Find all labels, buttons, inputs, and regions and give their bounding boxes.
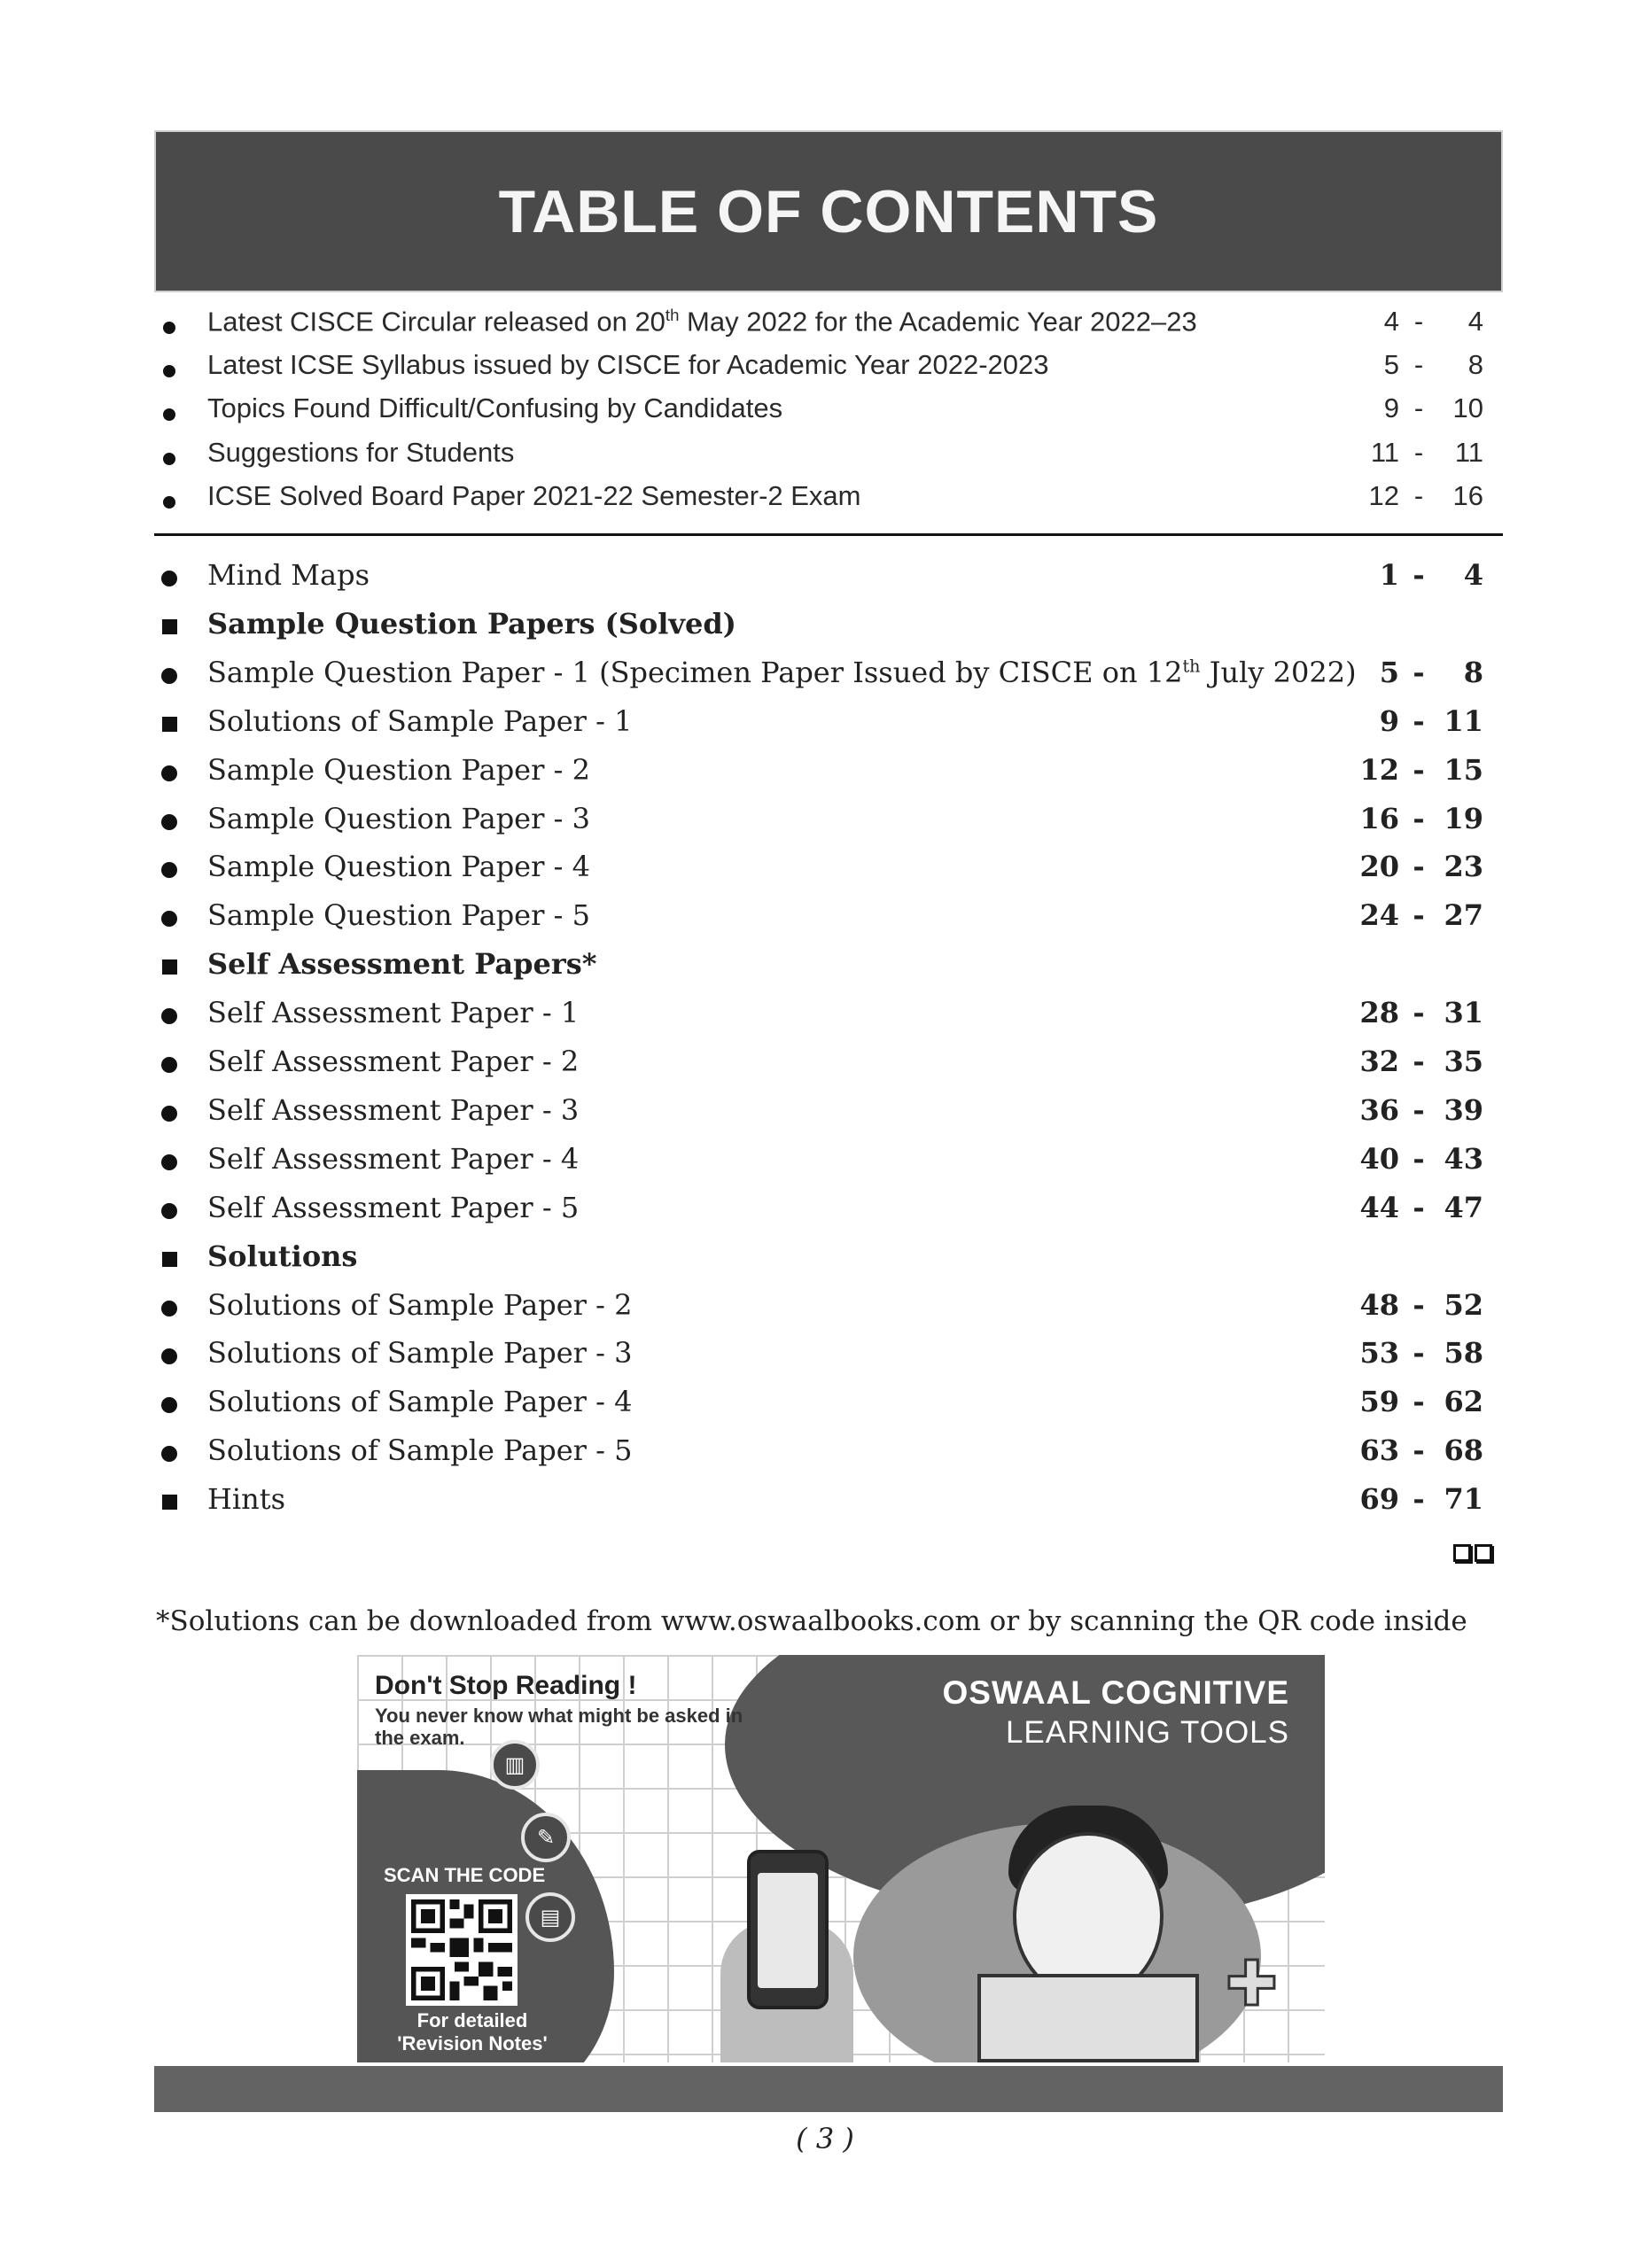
page-range-start: 11 — [1370, 436, 1399, 468]
toc-section-heading — [154, 1239, 1483, 1284]
bullet-icon — [160, 482, 179, 515]
page-range-start: 32 — [1359, 1045, 1399, 1078]
toc-entry — [154, 306, 1483, 350]
toc-section-heading — [154, 947, 1483, 991]
toc-entry-label: Self Assessment Paper - 3 — [207, 1092, 580, 1127]
cross-icon: ✚ — [1226, 1947, 1278, 2020]
toc-entry-label: Solutions of Sample Paper - 5 — [207, 1433, 633, 1468]
square-bullet-icon — [160, 1482, 179, 1517]
bullet-icon — [160, 1288, 179, 1324]
page-range-start: 5 — [1379, 655, 1399, 689]
square-bullet-icon — [160, 607, 179, 641]
toc-section-heading — [154, 607, 1483, 651]
page-range-end: 19 — [1444, 801, 1483, 835]
bullet-icon — [160, 1142, 179, 1177]
page-range-dash: - — [1413, 349, 1424, 381]
bullet-icon — [160, 1045, 179, 1080]
bullet-icon — [160, 558, 179, 594]
phone-icon — [747, 1850, 829, 2009]
page-range-end: 47 — [1444, 1190, 1483, 1224]
page-range-dash: - — [1413, 996, 1425, 1030]
page-range-end: 31 — [1444, 996, 1483, 1030]
toc-entry-label: Solutions of Sample Paper - 4 — [207, 1385, 633, 1419]
toc-entry-label: Topics Found Difficult/Confusing by Candidates — [207, 392, 783, 424]
toc-entry-label: Solutions — [207, 1239, 358, 1273]
page-range-start: 20 — [1359, 850, 1399, 884]
toc-entry — [154, 1385, 1483, 1429]
page-range-start: 12 — [1368, 479, 1399, 511]
page-range-dash: - — [1413, 752, 1425, 787]
scan-label: SCAN THE CODE — [384, 1864, 546, 1886]
page-range-start: 4 — [1383, 306, 1399, 337]
toc-entry — [154, 1191, 1483, 1235]
toc-entry-label: Self Assessment Paper - 1 — [207, 996, 580, 1030]
qr-code-icon[interactable] — [406, 1894, 518, 2006]
toc-entry-label: Sample Question Paper - 5 — [207, 898, 590, 933]
pencil-icon: ✎ — [521, 1813, 571, 1862]
bullet-icon — [160, 898, 179, 934]
page-range-end: 15 — [1444, 752, 1483, 787]
toc-entry-label: Solutions of Sample Paper - 3 — [207, 1336, 633, 1371]
page-range-dash: - — [1413, 801, 1425, 835]
page-range-dash: - — [1413, 1482, 1425, 1517]
promo-banner — [357, 1655, 1325, 2062]
page-range-start: 48 — [1359, 1287, 1399, 1322]
page-range-end: 4 — [1463, 558, 1483, 592]
page-range-dash: - — [1413, 1190, 1425, 1224]
bullet-icon — [160, 439, 179, 471]
toc-entry-label: Solutions of Sample Paper - 2 — [207, 1287, 633, 1322]
toc-entry — [154, 1288, 1483, 1332]
toc-entry — [154, 753, 1483, 797]
page-range-dash: - — [1413, 1092, 1425, 1127]
brand-subtitle: LEARNING TOOLS — [1005, 1715, 1289, 1750]
toc-entry — [154, 1433, 1483, 1478]
page-range-dash: - — [1413, 703, 1425, 738]
toc-entry — [154, 1093, 1483, 1138]
page-range-start: 9 — [1379, 703, 1399, 738]
page-range-start: 59 — [1359, 1385, 1399, 1419]
page-range-end: 39 — [1444, 1092, 1483, 1127]
toc-entry-label: Suggestions for Students — [207, 436, 515, 468]
toc-entry-label: Mind Maps — [207, 558, 370, 592]
toc-entry-label: Sample Question Papers (Solved) — [207, 606, 736, 641]
bullet-icon — [160, 1336, 179, 1371]
toc-entry — [154, 392, 1483, 437]
page-range-dash: - — [1413, 479, 1424, 511]
page-range-end: 16 — [1452, 479, 1483, 511]
toc-entry-label: Self Assessment Paper - 2 — [207, 1045, 580, 1078]
banner-subheading: You never know what might be asked in the exam. — [375, 1705, 743, 1749]
page-range-dash: - — [1413, 655, 1425, 689]
page-range-dash: - — [1413, 1336, 1425, 1371]
toc-entry — [154, 480, 1483, 524]
book-illustration — [977, 1974, 1199, 2062]
square-bullet-icon — [160, 704, 179, 739]
square-bullet-icon — [160, 1239, 179, 1274]
page-range-dash: - — [1413, 306, 1424, 337]
page-range-start: 69 — [1359, 1482, 1399, 1517]
toc-entry — [154, 1045, 1483, 1089]
toc-entry — [154, 1336, 1483, 1380]
bullet-icon — [160, 1093, 179, 1129]
bullet-icon — [160, 307, 179, 340]
page-range-dash: - — [1413, 1045, 1425, 1078]
bullet-icon — [160, 1191, 179, 1226]
banner-heading: Don't Stop Reading ! — [375, 1671, 637, 1700]
page-range-dash: - — [1413, 1385, 1425, 1419]
page-title: TABLE OF CONTENTS — [498, 177, 1159, 245]
page-range-start: 12 — [1359, 752, 1399, 787]
bullet-icon — [160, 996, 179, 1031]
page-range-end: 8 — [1467, 349, 1483, 381]
bullet-icon — [160, 351, 179, 384]
page-range-dash: - — [1413, 436, 1424, 468]
page-range-end: 35 — [1444, 1045, 1483, 1078]
page-range-end: 4 — [1467, 306, 1483, 337]
bullet-icon — [160, 656, 179, 691]
toc-entry — [154, 1142, 1483, 1186]
page-range-end: 27 — [1444, 898, 1483, 933]
chart-icon: ▥ — [490, 1740, 540, 1790]
bullet-icon — [160, 1385, 179, 1420]
page-range-dash: - — [1413, 1287, 1425, 1322]
toc-entry-label: Sample Question Paper - 4 — [207, 850, 590, 884]
page-range-start: 9 — [1383, 392, 1399, 424]
brand-title: OSWAAL COGNITIVE — [942, 1674, 1289, 1711]
toc-entry-label: Self Assessment Paper - 5 — [207, 1190, 580, 1224]
footnote: *Solutions can be downloaded from www.oswaalbooks.com or by scanning the QR code inside — [156, 1605, 1467, 1637]
toc-entry — [154, 704, 1483, 749]
toc-header — [154, 130, 1503, 292]
page-range-end: 43 — [1444, 1141, 1483, 1176]
page-range-start: 5 — [1383, 349, 1399, 381]
bullet-icon — [160, 850, 179, 885]
toc-entry-label: Solutions of Sample Paper - 1 — [207, 703, 633, 738]
toc-entry — [154, 898, 1483, 943]
page-range-start: 16 — [1359, 801, 1399, 835]
page-range-start: 40 — [1359, 1141, 1399, 1176]
toc-entry-label: ICSE Solved Board Paper 2021-22 Semester-2 Exam — [207, 479, 861, 511]
bullet-icon — [160, 394, 179, 427]
toc-entry-label: Latest CISCE Circular released on 20th May 2022 for the Academic Year 2022–23 — [207, 306, 1197, 338]
page-range-end: 10 — [1452, 392, 1483, 424]
toc-entry — [154, 850, 1483, 894]
toc-entry — [154, 1482, 1483, 1526]
page-range-start: 24 — [1359, 898, 1399, 933]
page-range-end: 58 — [1444, 1336, 1483, 1371]
toc-entry — [154, 996, 1483, 1040]
toc-entry-label: Sample Question Paper - 1 (Specimen Paper Issued by CISCE on 12th July 2022) — [207, 655, 1357, 689]
page-range-end: 23 — [1444, 850, 1483, 884]
page-range-start: 36 — [1359, 1092, 1399, 1127]
page-range-end: 68 — [1444, 1433, 1483, 1468]
page-range-start: 1 — [1379, 558, 1399, 592]
page-range-start: 53 — [1359, 1336, 1399, 1371]
toc-entry-label: Self Assessment Paper - 4 — [207, 1141, 580, 1176]
page-range-end: 62 — [1444, 1385, 1483, 1419]
page-number: ( 3 ) — [796, 2122, 854, 2155]
page-range-start: 44 — [1359, 1190, 1399, 1224]
square-bullet-icon — [160, 947, 179, 982]
detail-label: For detailed 'Revision Notes' — [397, 2009, 548, 2054]
toc-entry-label: Sample Question Paper - 3 — [207, 801, 590, 835]
page-range-dash: - — [1413, 392, 1424, 424]
bullet-icon — [160, 1433, 179, 1469]
page-range-end: 52 — [1444, 1287, 1483, 1322]
page-range-start: 63 — [1359, 1433, 1399, 1468]
toc-entry — [154, 349, 1483, 393]
toc-entry — [154, 802, 1483, 846]
toc-entry-label: Self Assessment Papers* — [207, 947, 597, 982]
toc-entry — [154, 437, 1483, 481]
toc-entry — [154, 558, 1483, 602]
bullet-icon — [160, 753, 179, 788]
toc-entry-label: Sample Question Paper - 2 — [207, 752, 590, 787]
page-range-dash: - — [1413, 1141, 1425, 1176]
page-range-end: 11 — [1444, 703, 1483, 738]
page-range-start: 28 — [1359, 996, 1399, 1030]
page-range-dash: - — [1413, 558, 1425, 592]
toc-entry-label: Latest ICSE Syllabus issued by CISCE for Academic Year 2022-2023 — [207, 349, 1049, 381]
page-range-dash: - — [1413, 1433, 1425, 1468]
toc-entry — [154, 656, 1483, 700]
toc-entry-label: Hints — [207, 1482, 286, 1517]
footer-bar — [154, 2066, 1503, 2112]
end-mark-icon — [1453, 1544, 1492, 1562]
page-range-dash: - — [1413, 898, 1425, 933]
page-range-dash: - — [1413, 850, 1425, 884]
bullet-icon — [160, 802, 179, 837]
document-icon: ▤ — [525, 1892, 575, 1942]
section-divider — [154, 533, 1503, 536]
page-range-end: 71 — [1444, 1482, 1483, 1517]
page-range-end: 11 — [1454, 436, 1483, 468]
page-range-end: 8 — [1463, 655, 1483, 689]
